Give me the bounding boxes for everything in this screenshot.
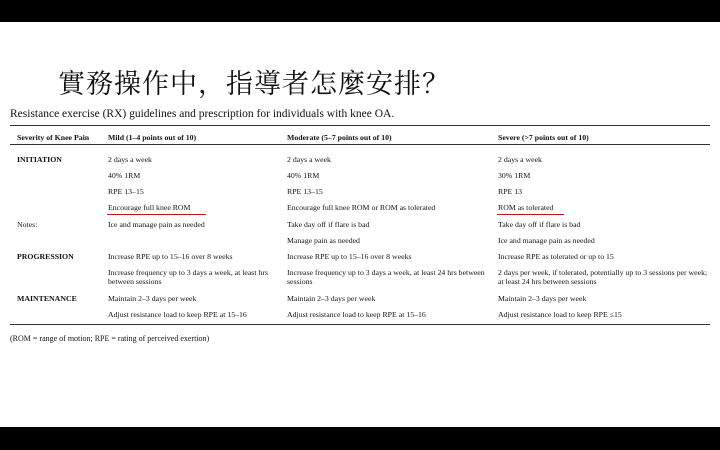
header-mild: Mild (1–4 points out of 10) (108, 133, 197, 142)
moderate-notes-pain: Manage pain as needed (287, 236, 360, 245)
header-severe: Severe (>7 points out of 10) (498, 133, 589, 142)
mild-progression-rpe: Increase RPE up to 15–16 over 8 weeks (108, 252, 233, 261)
severe-notes-pain: Ice and manage pain as needed (498, 236, 595, 245)
severe-maintenance-load: Adjust resistance load to keep RPE ≤15 (498, 310, 622, 319)
moderate-progression-frequency: Increase frequency up to 3 days a week, at least 24 hrs between sessions (287, 268, 485, 287)
moderate-rpe: RPE 13–15 (287, 187, 323, 196)
section-maintenance: MAINTENANCE (17, 294, 77, 303)
moderate-intensity: 40% 1RM (287, 171, 320, 180)
header-moderate: Moderate (5–7 points out of 10) (287, 133, 392, 142)
table-bottom-rule (10, 324, 710, 325)
severe-rpe: RPE 13 (498, 187, 523, 196)
moderate-progression-rpe: Increase RPE up to 15–16 over 8 weeks (287, 252, 412, 261)
table-header-rule (10, 144, 710, 145)
mild-intensity: 40% 1RM (108, 171, 141, 180)
mild-rom: Encourage full knee ROM (108, 203, 191, 212)
mild-progression-frequency: Increase frequency up to 3 days a week, at least hrs between sessions (108, 268, 268, 287)
moderate-notes-dayoff: Take day off if flare is bad (287, 220, 370, 229)
severe-notes-dayoff: Take day off if flare is bad (498, 220, 581, 229)
table-footnote: (ROM = range of motion; RPE = rating of perceived exertion) (10, 334, 210, 343)
slide (0, 22, 720, 427)
severe-progression-frequency: 2 days per week, if tolerated, potentially up to 3 sessions per week; at least 24 hrs between sessions (498, 268, 708, 287)
severe-frequency: 2 days a week (498, 155, 542, 164)
severe-rom-underline (497, 214, 564, 215)
moderate-frequency: 2 days a week (287, 155, 331, 164)
moderate-maintenance-load: Adjust resistance load to keep RPE at 15–16 (287, 310, 426, 319)
mild-rpe: RPE 13–15 (108, 187, 144, 196)
severe-progression-rpe: Increase RPE as tolerated or up to 15 (498, 252, 614, 261)
section-initiation: INITIATION (17, 155, 62, 164)
header-severity: Severity of Knee Pain (17, 133, 90, 142)
severe-intensity: 30% 1RM (498, 171, 531, 180)
section-notes: Notes: (17, 220, 38, 229)
moderate-maintenance-frequency: Maintain 2–3 days per week (287, 294, 376, 303)
mild-frequency: 2 days a week (108, 155, 152, 164)
severe-maintenance-frequency: Maintain 2–3 days per week (498, 294, 587, 303)
mild-maintenance-load: Adjust resistance load to keep RPE at 15–16 (108, 310, 247, 319)
section-progression: PROGRESSION (17, 252, 74, 261)
mild-maintenance-frequency: Maintain 2–3 days per week (108, 294, 197, 303)
moderate-rom: Encourage full knee ROM or ROM as tolerated (287, 203, 436, 212)
mild-rom-underline (107, 214, 206, 215)
slide-title: 實務操作中，指導者怎麼安排？ (58, 69, 450, 100)
mild-notes: Ice and manage pain as needed (108, 220, 205, 229)
severe-rom: ROM as tolerated (498, 203, 554, 212)
table-top-rule (10, 125, 710, 126)
table-caption: Resistance exercise (RX) guidelines and prescription for individuals with knee OA. (10, 108, 395, 120)
